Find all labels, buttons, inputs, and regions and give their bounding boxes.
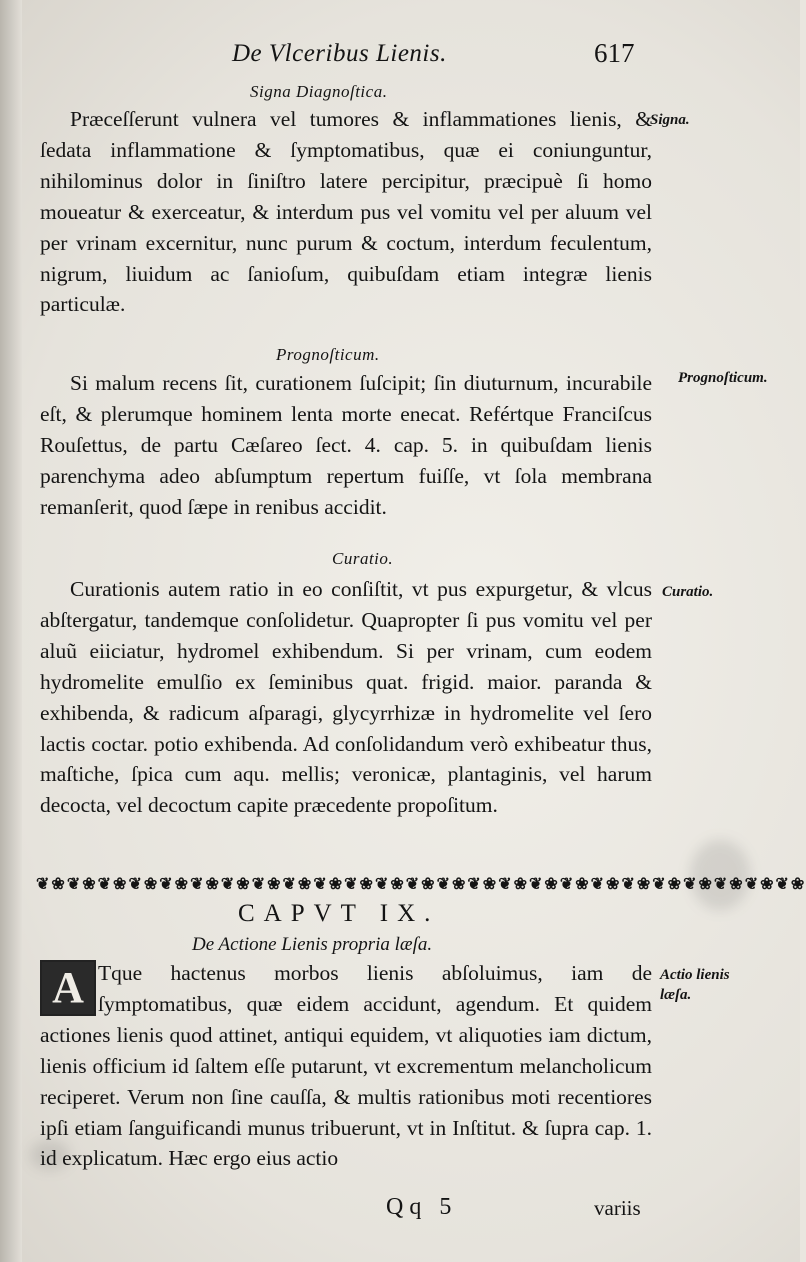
chapter-body	[40, 958, 652, 1174]
drop-cap-initial: A	[40, 960, 96, 1016]
paragraph-signa: Præceſſerunt vulnera vel tumores & inflammationes lienis, & ſedata inflammatione & ſymptomatibus, quæ ei coniunguntur, nihilominus dolor in ſiniſtro latere percipitur, præcipuè ſi homo moueatur & exerceatur, & interdum pus vel vomitu vel per aluum vel per vrinam excernitur, nunc purum & coctum, interdum feculentum, nigrum, liuidum ac ſanioſum, quibuſdam etiam integræ lienis particulæ.	[40, 107, 652, 317]
paragraph-prognosticum: Si malum recens ſit, curationem ſuſcipit; ſin diuturnum, incurabile eſt, & plerumque hominem lenta morte enecat. Refértque Franciſcus Rouſettus, de partu Cæſareo ſect. 4. cap. 5. in quibuſdam lienis parenchyma adeo abſumptum repertum fuiſſe, vt ſola membrana remanſerit, quod ſæpe in renibus accidit.	[40, 371, 652, 519]
margin-note-prognosticum: Prognoſticum.	[678, 370, 768, 386]
page-gutter	[0, 0, 22, 1262]
section-heading-curatio: Curatio.	[332, 549, 394, 568]
ornamental-divider: ❦❀❦❀❦❀❦❀❦❀❦❀❦❀❦❀❦❀❦❀❦❀❦❀❦❀❦❀❦❀❦❀❦❀❦❀❦❀❦❀❦❀❦❀❦❀❦❀❦❀	[36, 876, 806, 893]
section-heading-signa: Signa Diagnoſtica.	[250, 82, 388, 101]
margin-note-signa: Signa.	[650, 112, 690, 128]
signature-mark: Qq 5	[386, 1194, 458, 1220]
margin-note-actio: Actio lienis læſa.	[660, 967, 730, 1003]
catchword: variis	[594, 1196, 641, 1220]
drop-cap-spacer	[40, 958, 98, 1014]
chapter-subtitle: De Actione Lienis propria læſa.	[192, 934, 433, 955]
chapter-text: Tque hactenus morbos lienis abſoluimus, iam de ſymptomatibus, quæ eidem accidunt, agendum. Et quidem actiones lienis quod attinet, antiqui equidem, vt aliquoties iam dictum, lienis officium id ſaltem eſſe putarunt, vt excrementum melancholicum reciperet. Verum non ſine cauſſa, & multis rationibus moti recentiores ipſi etiam ſanguificandi munus tribuerunt, vt in Inſtitut. & ſupra cap. 1. id explicatum. Hæc ergo eius actio	[40, 961, 652, 1171]
margin-note-curatio: Curatio.	[662, 584, 714, 600]
paragraph-chapter	[40, 958, 652, 1174]
section-body-curatio	[40, 574, 652, 821]
chapter-title: CAPVT IX.	[238, 900, 440, 927]
running-header-title: De Vlceribus Lienis.	[232, 40, 447, 67]
paragraph-curatio: Curationis autem ratio in eo conſiſtit, vt pus expurgetur, & vlcus abſtergatur, tandemque conſolidetur. Quapropter ſi pus vomitu vel per aluũ eiiciatur, hydromel exhibendum. Si per vrinam, cum eodem hydromelite emulſio ex ſeminibus quat. frigid. maior. paranda & exhibenda, & radicum aſparagi, glycyrrhizæ in hydromelite vel ſero lactis coctar. potio exhibenda. Ad conſolidandum verò exhibeatur thus, maſtiche, ſpica cum aqu. mellis; veronicæ, plantaginis, vel harum decocta, vel decoctum capite præcedente propoſitum.	[40, 577, 652, 818]
section-heading-prognosticum: Prognoſticum.	[276, 345, 380, 364]
paper-stain	[690, 840, 750, 910]
section-body-prognosticum	[40, 368, 652, 523]
section-body-signa	[40, 104, 652, 320]
page-number: 617	[594, 38, 635, 68]
